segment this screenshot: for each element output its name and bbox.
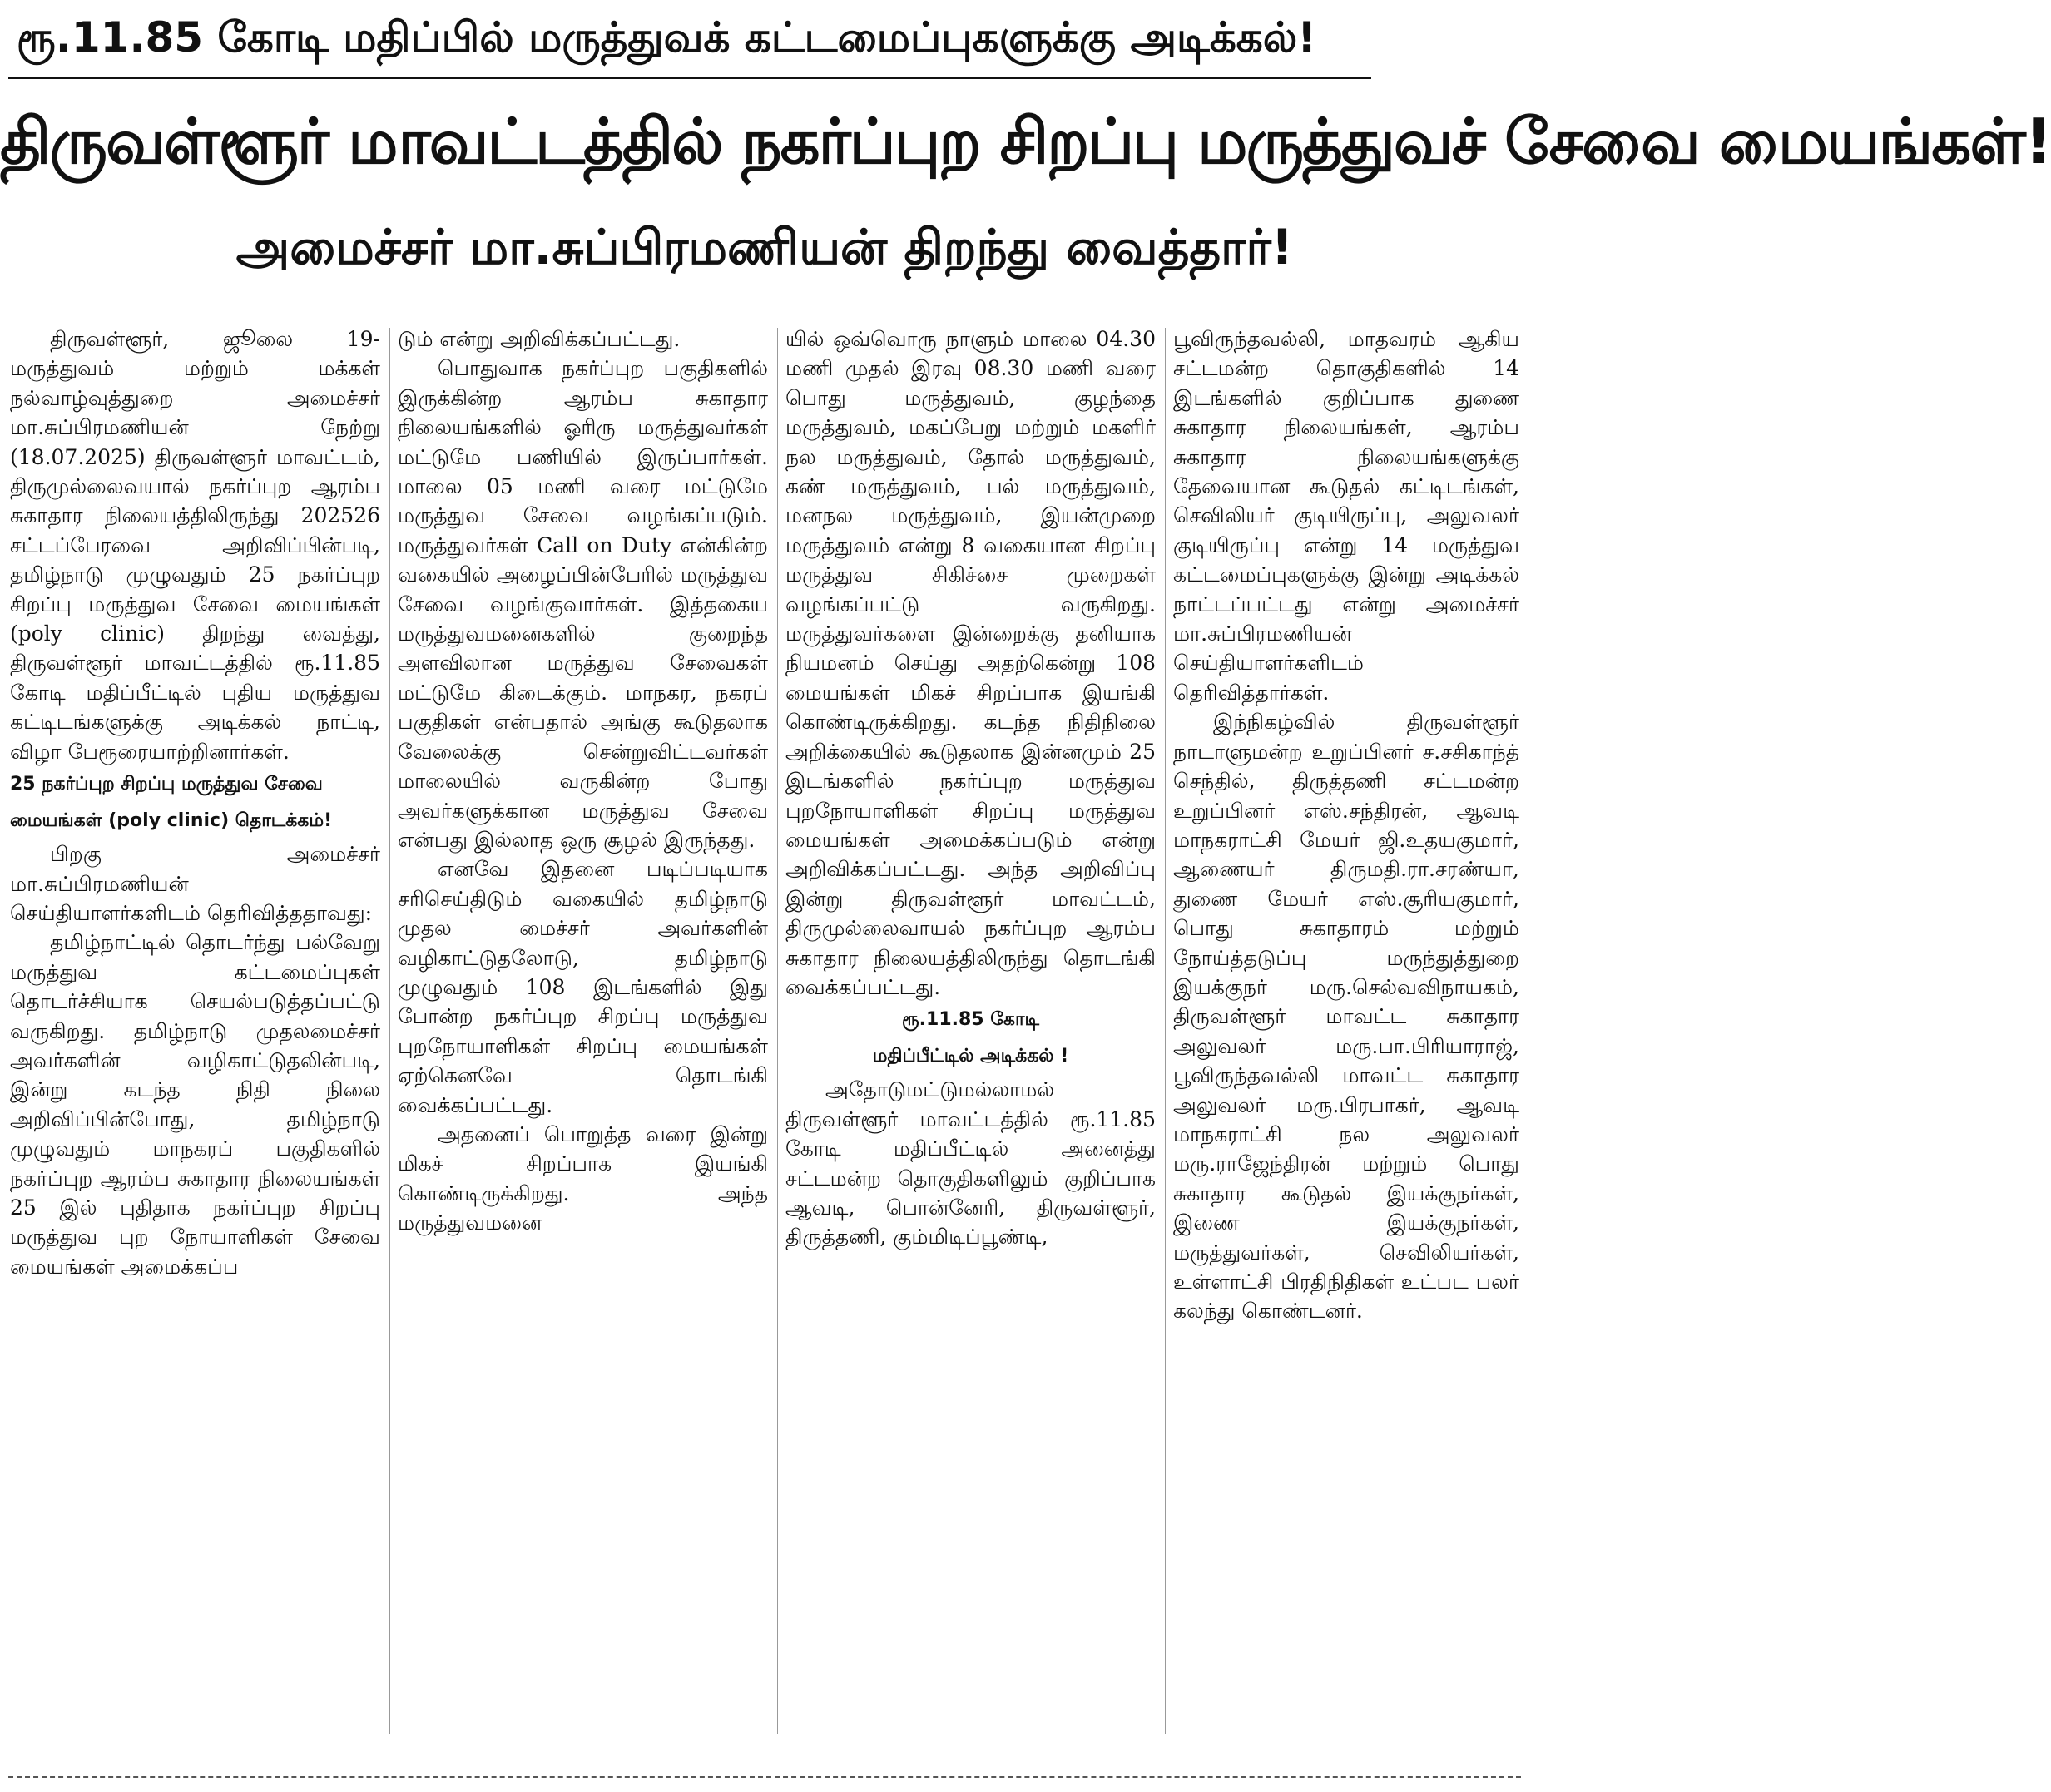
paragraph: டும் என்று அறிவிக்கப்பட்டது. [398, 327, 681, 351]
column-divider [1165, 328, 1166, 1734]
paragraph: இந்நிகழ்வில் திருவள்ளூர் நாடாளுமன்ற உறுப்பினர் ச.சசிகாந்த் செந்தில், திருத்தணி சட்டமன்ற உறுப்பினர் எஸ்.சந்திரன், ஆவடி மாநகராட்சி மேயர் ஜி.உதயகுமார், ஆணையர் திருமதி.ரா.சரண்யா, துணை மேயர் எஸ்.சூரியகுமார், பொது சுகாதாரம் மற்றும் நோய்த்தடுப்பு மருந்துத்துறை இயக்குநர் மரு.செல்வவிநாயகம், திருவள்ளூர் மாவட்ட சுகாதார அலுவலர் மரு.பா.பிரியாராஜ், பூவிருந்தவல்லி மாவட்ட சுகாதார அலுவலர் மரு.பிரபாகர், ஆவடி மாநகராட்சி நல அலுவலர் மரு.ராஜேந்திரன் மற்றும் பொது சுகாதார கூடுதல் இயக்குநர்கள், இணை இயக்குநர்கள், மருத்துவர்கள், செவிலியர்கள், உள்ளாட்சி பிரதிநிதிகள் உட்பட பலர் கலந்து கொண்டனர். [1173, 710, 1519, 1324]
column-2 [398, 324, 768, 1743]
paragraph: தமிழ்நாட்டில் தொடர்ந்து பல்வேறு மருத்துவ கட்டமைப்புகள் தொடர்ச்சியாக செயல்படுத்தப்பட்டு வருகிறது. தமிழ்நாடு முதலமைச்சர் அவர்களின் வழிகாட்டுதலின்படி, இன்று கடந்த நிதி நிலை அறிவிப்பின்போது, தமிழ்நாடு முழுவதும் மாநகரப் பகுதிகளில் நகர்ப்புற ஆரம்ப சுகாதார நிலையங்கள் 25 இல் புதிதாக நகர்ப்புற சிறப்பு மருத்துவ புற நோயாளிகள் சேவை மையங்கள் அமைக்கப்ப [10, 930, 380, 1279]
column-3 [785, 324, 1156, 1743]
column-1 [10, 324, 380, 1743]
bottom-dashed-rule [8, 1776, 1521, 1778]
paragraph: யில் ஒவ்வொரு நாளும் மாலை 04.30 மணி முதல் இரவு 08.30 மணி வரை பொது மருத்துவம், குழந்தை மருத்துவம், மகப்பேறு மற்றும் மகளிர் நல மருத்துவம், தோல் மருத்துவம், கண் மருத்துவம், பல் மருத்துவம், மனநல மருத்துவம், இயன்முறை மருத்துவம் என்று 8 வகையான சிறப்பு மருத்துவ சிகிச்சை முறைகள் வழங்கப்பட்டு வருகிறது. மருத்துவர்களை இன்றைக்கு தனியாக நியமனம் செய்து அதற்கென்று 108 மையங்கள் மிகச் சிறப்பாக இயங்கி கொண்டிருக்கிறது. கடந்த நிதிநிலை அறிக்கையில் கூடுதலாக இன்னமும் 25 இடங்களில் நகர்ப்புற மருத்துவ புறநோயாளிகள் சிறப்பு மருத்துவ மையங்கள் அமைக்கப்படும் என்று அறிவிக்கப்பட்டது. அந்த அறிவிப்பு இன்று திருவள்ளூர் மாவட்டம், திருமுல்லைவாயல் நகர்ப்புற ஆரம்ப சுகாதார நிலையத்திலிருந்து தொடங்கி வைக்கப்பட்டது. [785, 327, 1156, 999]
paragraph: பொதுவாக நகர்ப்புற பகுதிகளில் இருக்கின்ற ஆரம்ப சுகாதார நிலையங்களில் ஓரிரு மருத்துவர்கள் மட்டுமே பணியில் இருப்பார்கள். மாலை 05 மணி வரை மட்டுமே மருத்துவ சேவை வழங்கப்படும். மருத்துவர்கள் Call on Duty என்கின்ற வகையில் அழைப்பின்பேரில் மருத்துவ சேவை வழங்குவார்கள். இத்தகைய மருத்துவமனைகளில் குறைந்த அளவிலான மருத்துவ சேவைகள் மட்டுமே கிடைக்கும். மாநகர, நகரப் பகுதிகள் என்பதால் அங்கு கூடுதலாக வேலைக்கு சென்றுவிட்டவர்கள் மாலையில் வருகின்ற போது அவர்களுக்கான மருத்துவ சேவை என்பது இல்லாத ஒரு சூழல் இருந்தது. [398, 356, 768, 852]
sub-headline: அமைச்சர் மா.சுப்பிரமணியன் திறந்து வைத்தார்! [235, 219, 1294, 275]
main-headline: திருவள்ளூர் மாவட்டத்தில் நகர்ப்புற சிறப்பு மருத்துவச் சேவை மையங்கள்! [0, 105, 2051, 178]
column-4 [1173, 324, 1519, 1743]
crosshead-line: ரூ.11.85 கோடி [902, 1009, 1039, 1031]
paragraph: அதனைப் பொறுத்த வரை இன்று மிகச் சிறப்பாக இயங்கி கொண்டிருக்கிறது. அந்த மருத்துவமனை [398, 1121, 768, 1235]
column-divider [389, 328, 390, 1734]
paragraph: பூவிருந்தவல்லி, மாதவரம் ஆகிய சட்டமன்ற தொகுதிகளில் 14 இடங்களில் குறிப்பாக துணை சுகாதார நிலையங்கள், ஆரம்ப சுகாதார நிலையங்களுக்கு தேவையான கூடுதல் கட்டிடங்கள், செவிலியர் குடியிருப்பு, அலுவலர் குடியிருப்பு என்று 14 மருத்துவ கட்டமைப்புகளுக்கு இன்று அடிக்கல் நாட்டப்பட்டது என்று அமைச்சர் மா.சுப்பிரமணியன் செய்தியாளர்களிடம் தெரிவித்தார்கள். [1173, 327, 1519, 705]
crosshead [785, 1002, 1156, 1075]
article-body [10, 324, 1519, 1743]
crosshead-line: மதிப்பீட்டில் அடிக்கல் ! [872, 1046, 1069, 1067]
paragraph: எனவே இதனை படிப்படியாக சரிசெய்திடும் வகையில் தமிழ்நாடு முதல மைச்சர் அவர்களின் வழிகாட்டுதலோடு, தமிழ்நாடு முழுவதும் 108 இடங்களில் இது போன்ற நகர்ப்புற சிறப்பு மருத்துவ புறநோயாளிகள் சிறப்பு மையங்கள் ஏற்கெனவே தொடங்கி வைக்கப்பட்டது. [398, 857, 768, 1117]
paragraph: பிறகு அமைச்சர் மா.சுப்பிரமணியன் செய்தியாளர்களிடம் தெரிவித்ததாவது: [10, 842, 380, 925]
kicker-headline: ரூ.11.85 கோடி மதிப்பில் மருத்துவக் கட்டமைப்புகளுக்கு அடிக்கல்! [17, 13, 1317, 62]
paragraph: அதோடுமட்டுமல்லாமல் திருவள்ளூர் மாவட்டத்தில் ரூ.11.85 கோடி மதிப்பீட்டில் அனைத்து சட்டமன்ற தொகுதிகளிலும் குறிப்பாக ஆவடி, பொன்னேரி, திருவள்ளூர், திருத்தணி, கும்மிடிப்பூண்டி, [785, 1077, 1156, 1250]
paragraph: திருவள்ளூர், ஜூலை 19- மருத்துவம் மற்றும் மக்கள் நல்வாழ்வுத்துறை அமைச்சர் மா.சுப்பிரமணியன் நேற்று (18.07.2025) திருவள்ளூர் மாவட்டம், திருமுல்லைவயால் நகர்ப்புற ஆரம்ப சுகாதார நிலையத்திலிருந்து 202526 சட்டப்பேரவை அறிவிப்பின்படி, தமிழ்நாடு முழுவதும் 25 நகர்ப்புற சிறப்பு மருத்துவ சேவை மையங்கள் (poly clinic) திறந்து வைத்து, திருவள்ளூர் மாவட்டத்தில் ரூ.11.85 கோடி மதிப்பீட்டில் புதிய மருத்துவ கட்டிடங்களுக்கு அடிக்கல் நாட்டி, விழா பேரூரையாற்றினார்கள். [10, 327, 380, 764]
crosshead: 25 நகர்ப்புற சிறப்பு மருத்துவ சேவை மையங்கள் (poly clinic) தொடக்கம்! [10, 774, 333, 832]
kicker-underline [8, 77, 1371, 79]
column-divider [777, 328, 778, 1734]
